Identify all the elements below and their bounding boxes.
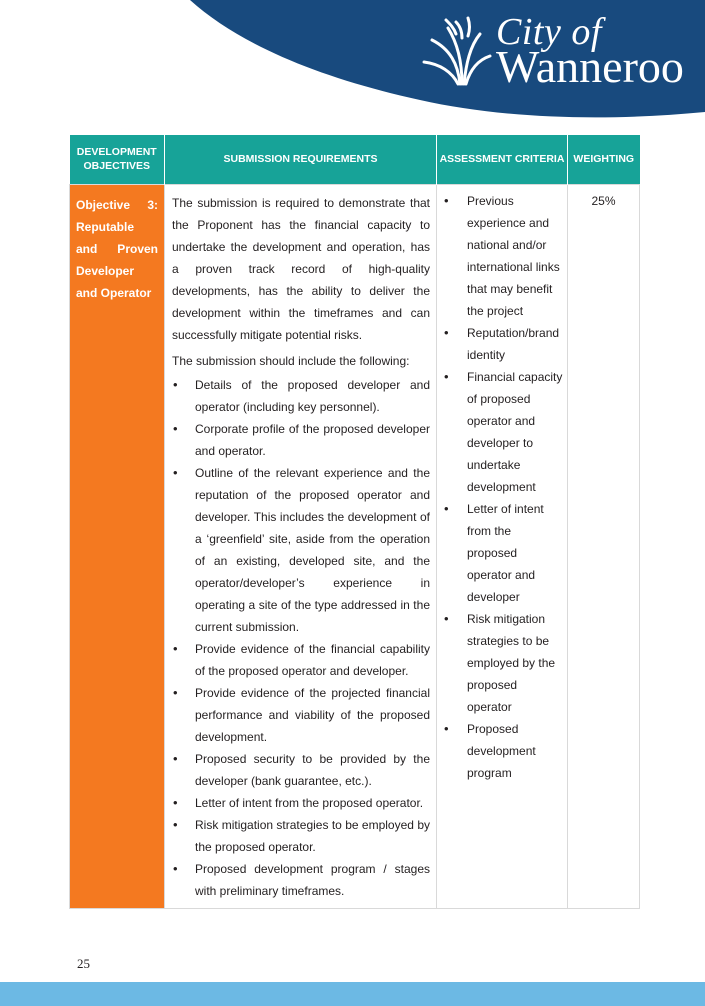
page-number: 25: [77, 956, 90, 971]
weighting-cell: 25%: [568, 184, 640, 908]
table-header-row: [70, 135, 640, 184]
grass-tree-icon: [420, 14, 492, 86]
header-submission-requirements: SUBMISSION REQUIREMENTS: [165, 135, 437, 184]
table-row: [70, 184, 640, 908]
criteria-cell: [437, 184, 568, 908]
list-item: • Risk mitigation strategies to be employed by the proposed operator: [441, 608, 563, 718]
footer-bar: [0, 982, 705, 1006]
submission-cell: [165, 184, 437, 908]
list-item: • Previous experience and national and/or international links that may benefit the project: [441, 190, 563, 322]
logo-text-city-of: City of: [496, 11, 602, 53]
logo-text-wanneroo: Wanneroo: [496, 41, 684, 92]
list-item: • Provide evidence of the financial capability of the proposed operator and developer.: [172, 638, 430, 682]
criteria-list: [441, 190, 563, 784]
submission-requirements-table: [69, 135, 640, 909]
list-item: • Proposed security to be provided by the developer (bank guarantee, etc.).: [172, 748, 430, 792]
list-item: • Risk mitigation strategies to be employed by the proposed operator.: [172, 814, 430, 858]
header-weighting: WEIGHTING: [568, 135, 640, 184]
list-item: • Corporate profile of the proposed developer and operator.: [172, 418, 430, 462]
list-item: • Outline of the relevant experience and the reputation of the proposed operator and developer. This includes the development of a ‘greenfield’ site, aside from the operation of an existing, developed site, and the operator/developer’s experience in operating a site of the type addressed in the current submission.: [172, 462, 430, 638]
list-item: • Financial capacity of proposed operator and developer to undertake development: [441, 366, 563, 498]
submission-lead: The submission should include the following:: [172, 353, 410, 368]
submission-intro: The submission is required to demonstrate that the Proponent has the financial capacity to undertake the development and operation, has a proven track record of high-quality developments, has the ability to deliver the development within the timeframes and can successfully mitigate potential risks.: [172, 195, 430, 342]
list-item: • Letter of intent from the proposed operator and developer: [441, 498, 563, 608]
city-of-wanneroo-logo: [420, 10, 695, 90]
list-item: • Proposed development program / stages with preliminary timeframes.: [172, 858, 430, 902]
list-item: • Letter of intent from the proposed operator.: [172, 792, 430, 814]
list-item: • Details of the proposed developer and operator (including key personnel).: [172, 374, 430, 418]
submission-list: [172, 374, 430, 902]
list-item: • Provide evidence of the projected financial performance and viability of the proposed development.: [172, 682, 430, 748]
header-assessment-criteria: ASSESSMENT CRITERIA: [437, 135, 568, 184]
list-item: • Reputation/brand identity: [441, 322, 563, 366]
list-item: • Proposed development program: [441, 718, 563, 784]
objective-cell: Objective 3: Reputable and Proven Developer and Operator: [70, 184, 165, 908]
header-development-objectives: DEVELOPMENT OBJECTIVES: [70, 135, 165, 184]
